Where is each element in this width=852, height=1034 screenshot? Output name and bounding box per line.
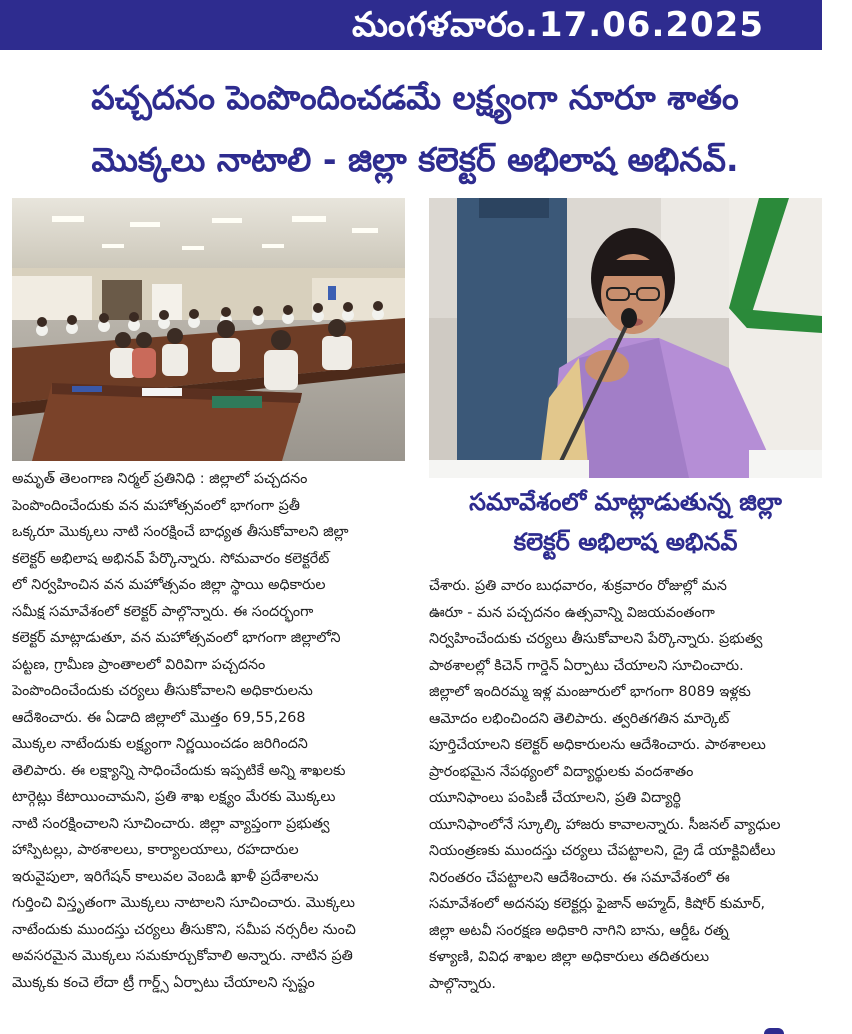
- caption-line-2: కలెక్టర్ అభిలాష అభినవ్: [513, 528, 738, 556]
- caption-line-1: సమావేశంలో మాట్లాడుతున్న జిల్లా: [469, 488, 782, 516]
- text-line: పాల్గొన్నారు.: [429, 975, 496, 992]
- text-line: నాటేందుకు ముందస్తు చర్యలు తీసుకొని, సమీప నర్సరీల నుంచి: [12, 921, 356, 938]
- text-line: పెంపొందించేందుకు చర్యలు తీసుకోవాలని అధికారులను: [12, 683, 313, 699]
- text-line: నిరంతరం చేపట్టాలని ఆదేశించారు. ఈ సమావేశంలో ఈ: [429, 869, 730, 886]
- text-line: చేశారు. ప్రతి వారం బుధవారం, శుక్రవారం రోజుల్లో మన: [429, 578, 727, 594]
- text-line: మొక్కకు కంచె లేదా ట్రీ గార్డ్స్ ఏర్పాటు చేయాలని స్పష్టం: [12, 974, 315, 991]
- text-line: నియంత్రణకు ముందస్తు చర్యలు చేపట్టాలని, డ్రై డే యాక్టివిటీలు: [429, 843, 776, 859]
- text-line: కళ్యాణి, వివిధ శాఖల జిల్లా అధికారులు తదితరులు: [429, 949, 710, 965]
- text-line: సమావేశంలో అదనపు కలెక్టర్లు ఫైజాన్ అహ్మద్, కిషోర్ కుమార్,: [429, 896, 766, 912]
- headline-line-1: పచ్చదనం పెంపొందించడమే లక్ష్యంగా నూరూ శాతం: [91, 78, 739, 117]
- text-line: అవసరమైన మొక్కలు సమకూర్చుకోవాలి అన్నారు. నాటిన ప్రతి: [12, 948, 353, 964]
- article-column-left: [12, 466, 410, 996]
- headline-line-2: మొక్కలు నాటాలి - జిల్లా కలెక్టర్ అభిలాష అభినవ్.: [91, 140, 739, 179]
- publication-date: మంగళవారం.17.06.2025: [352, 5, 764, 45]
- text-line: ఒక్కరూ మొక్కలు నాటి సంరక్షించే బాధ్యత తీసుకోవాలని జిల్లా: [12, 524, 349, 540]
- text-line: తెలిపారు. ఈ లక్ష్యాన్ని సాధించేందుకు ఇప్పటికే అన్ని శాఖలకు: [12, 762, 346, 779]
- text-line: నాటి సంరక్షించాలని సూచించారు. జిల్లా వ్యాప్తంగా ప్రభుత్వ: [12, 815, 330, 832]
- text-line: పెంపొందించేందుకు వన మహోత్సవంలో భాగంగా ప్రతీ: [12, 497, 300, 514]
- text-line: ఇరువైపులా, ఇరిగేషన్ కాలువల వెంబడి ఖాళీ ప్రదేశాలను: [12, 868, 319, 885]
- text-line: జిల్లాలో ఇందిరమ్మ ఇళ్ల మంజూరులో భాగంగా 8089 ఇళ్లకు: [429, 684, 751, 700]
- text-line: టార్గెట్లు కేటాయించామని, ప్రతి శాఖ లక్ష్యం మేరకు మొక్కలు: [12, 789, 336, 805]
- photo-caption: [429, 482, 822, 562]
- text-line: కలెక్టర్ అభిలాష అభినవ్ పేర్కొన్నారు. సోమవారం కలెక్టరేట్: [12, 550, 330, 567]
- text-line: జిల్లా అటవీ సంరక్షణ అధికారి నాగిని బాను, ఆర్డీఓ రత్న: [429, 922, 729, 939]
- text-line: ఆదేశించారు. ఈ ఏడాది జిల్లాలో మొత్తం 69,55,268: [12, 709, 306, 726]
- text-line: మొక్కల నాటేందుకు లక్ష్యంగా నిర్ణయించడం జరిగిందని: [12, 736, 308, 752]
- collector-speaking-photo: [429, 198, 822, 478]
- text-line: పట్టణ, గ్రామీణ ప్రాంతాలలో విరివిగా పచ్చదనం: [12, 656, 266, 673]
- text-line: అమృత్ తెలంగాణ నిర్మల్ ప్రతినిధి : జిల్లాలో పచ్చదనం: [12, 471, 308, 487]
- text-line: యూనిఫాంలు పంపిణీ చేయాలని, ప్రతి విద్యార్థి: [429, 790, 681, 806]
- text-line: నిర్వహించేందుకు చర్యలు తీసుకోవాలని పేర్కొన్నారు. ప్రభుత్వ: [429, 631, 763, 647]
- text-line: ప్రారంభమైన నేపథ్యంలో విద్యార్థులకు వందశాతం: [429, 763, 694, 780]
- text-line: యూనిఫాంలోనే స్కూల్కి హాజరు కావాలన్నారు. సీజనల్ వ్యాధుల: [429, 816, 781, 833]
- text-line: ఊరూ - మన పచ్చదనం ఉత్సవాన్ని విజయవంతంగా: [429, 604, 715, 621]
- text-line: సమీక్ష సమావేశంలో కలెక్టర్ పాల్గొన్నారు. ఈ సందర్భంగా: [12, 603, 314, 620]
- text-line: ఆమోదం లభించిందని తెలిపారు. త్వరితగతిన మార్కెట్: [429, 710, 730, 727]
- text-line: గుర్తించి విస్తృతంగా మొక్కలు నాటాలని సూచించారు. మొక్కలు: [12, 895, 355, 911]
- text-line: కలెక్టర్ మాట్లాడుతూ, వన మహోత్సవంలో భాగంగా జిల్లాలోని: [12, 630, 341, 646]
- date-banner: [0, 0, 822, 50]
- text-line: పూర్తిచేయాలని కలెక్టర్ అధికారులను ఆదేశించారు. పాఠశాలలు: [429, 737, 766, 753]
- article-column-right: [429, 573, 825, 997]
- text-line: పాఠశాలల్లో కిచెన్ గార్డెన్ ఏర్పాటు చేయాలని సూచించారు.: [429, 657, 744, 674]
- meeting-hall-photo: [12, 198, 405, 461]
- text-line: హాస్పిటల్లు, పాఠశాలలు, కార్యాలయాలు, రహదారుల: [12, 842, 299, 858]
- page-corner-mark: [764, 1028, 784, 1034]
- text-line: లో నిర్వహించిన వన మహోత్సవం జిల్లా స్థాయి అధికారుల: [12, 577, 326, 593]
